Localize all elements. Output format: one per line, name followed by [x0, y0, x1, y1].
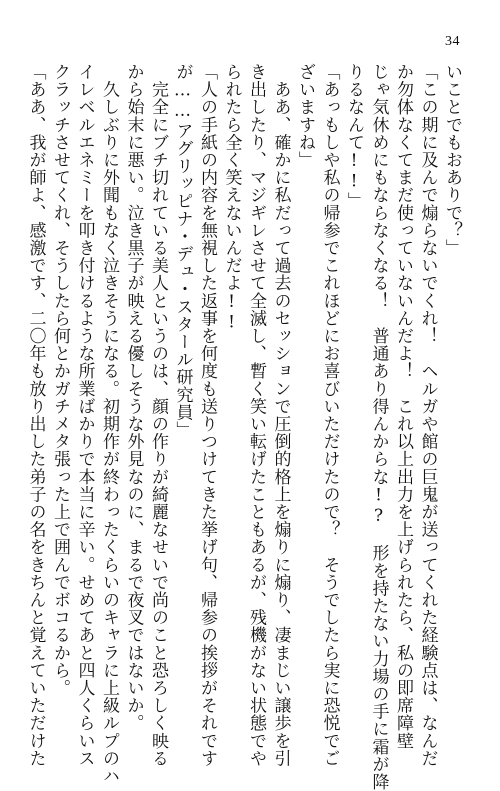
text-line: か勿体なくてまだ使っていないんだよ！ これ以上出力を上げられたら、私の即席障壁 [393, 63, 413, 750]
text-line: が……アグリッピナ・デュ・スタール研究員」 [172, 63, 193, 439]
text-line: 久しぶりに外聞もなく泣きそうになる。初期作が終わったくらいのキャラに上級ルプのハ [99, 63, 119, 785]
text-line: ざいますね」 [295, 63, 315, 169]
text-line: き出したり、マジギレさせて全滅し、暫く笑い転げたこともあるが、残機がない状態でや [246, 63, 266, 767]
text-line: 「この期に及んで煽らないでくれ！ ヘルガや館の巨鬼が送ってくれた経験点は、なんだ [417, 63, 438, 767]
text-line: イレベルエネミーを叩き付けるような所業ばかりで本当に辛い。せめてあと四人くらいス [74, 63, 95, 767]
text-line: クラッチさせてくれ、そうしたら何とかガチメタ張った上で囲んでボコるから。 [50, 63, 70, 697]
text-line: りるなんて!!」 [344, 63, 364, 210]
vertical-text-body [25, 63, 464, 791]
text-line: 「人の手紙の内容を無視した返事を何度も送りつけてきた挙げ句、帰参の挨拶がそれです [197, 63, 217, 767]
text-line: いことでもおありで？」 [442, 63, 462, 257]
text-line: 完全にブチ切れている美人というのは、顔の作りが綺麗なせいで尚のこと恐ろしく映る [148, 63, 168, 767]
text-line: から始末に悪い。泣き黒子が映える優しそうな外見なのに、まるで夜叉ではないか。 [123, 63, 144, 732]
text-line: 「あっもしや私の帰参でこれほどにお喜びいただけたので？ そうでしたら実に恐悦でご [319, 63, 340, 767]
page-number: 34 [445, 34, 460, 49]
text-line: 「ああ、我が師よ、感激です、二〇年も放り出した弟子の名をきちんと覚えていただけた [25, 63, 46, 767]
text-line: られたら全く笑えないんだよ!! [221, 63, 242, 333]
text-line: ああ、確かに私だって過去のセッションで圧倒的格上を煽りに煽り、凄まじい譲歩を引 [270, 63, 291, 767]
text-line: じゃ気休めにもならなくなる！ 普通あり得んからな!? 形を持たない力場の手に霜が降 [368, 63, 389, 791]
